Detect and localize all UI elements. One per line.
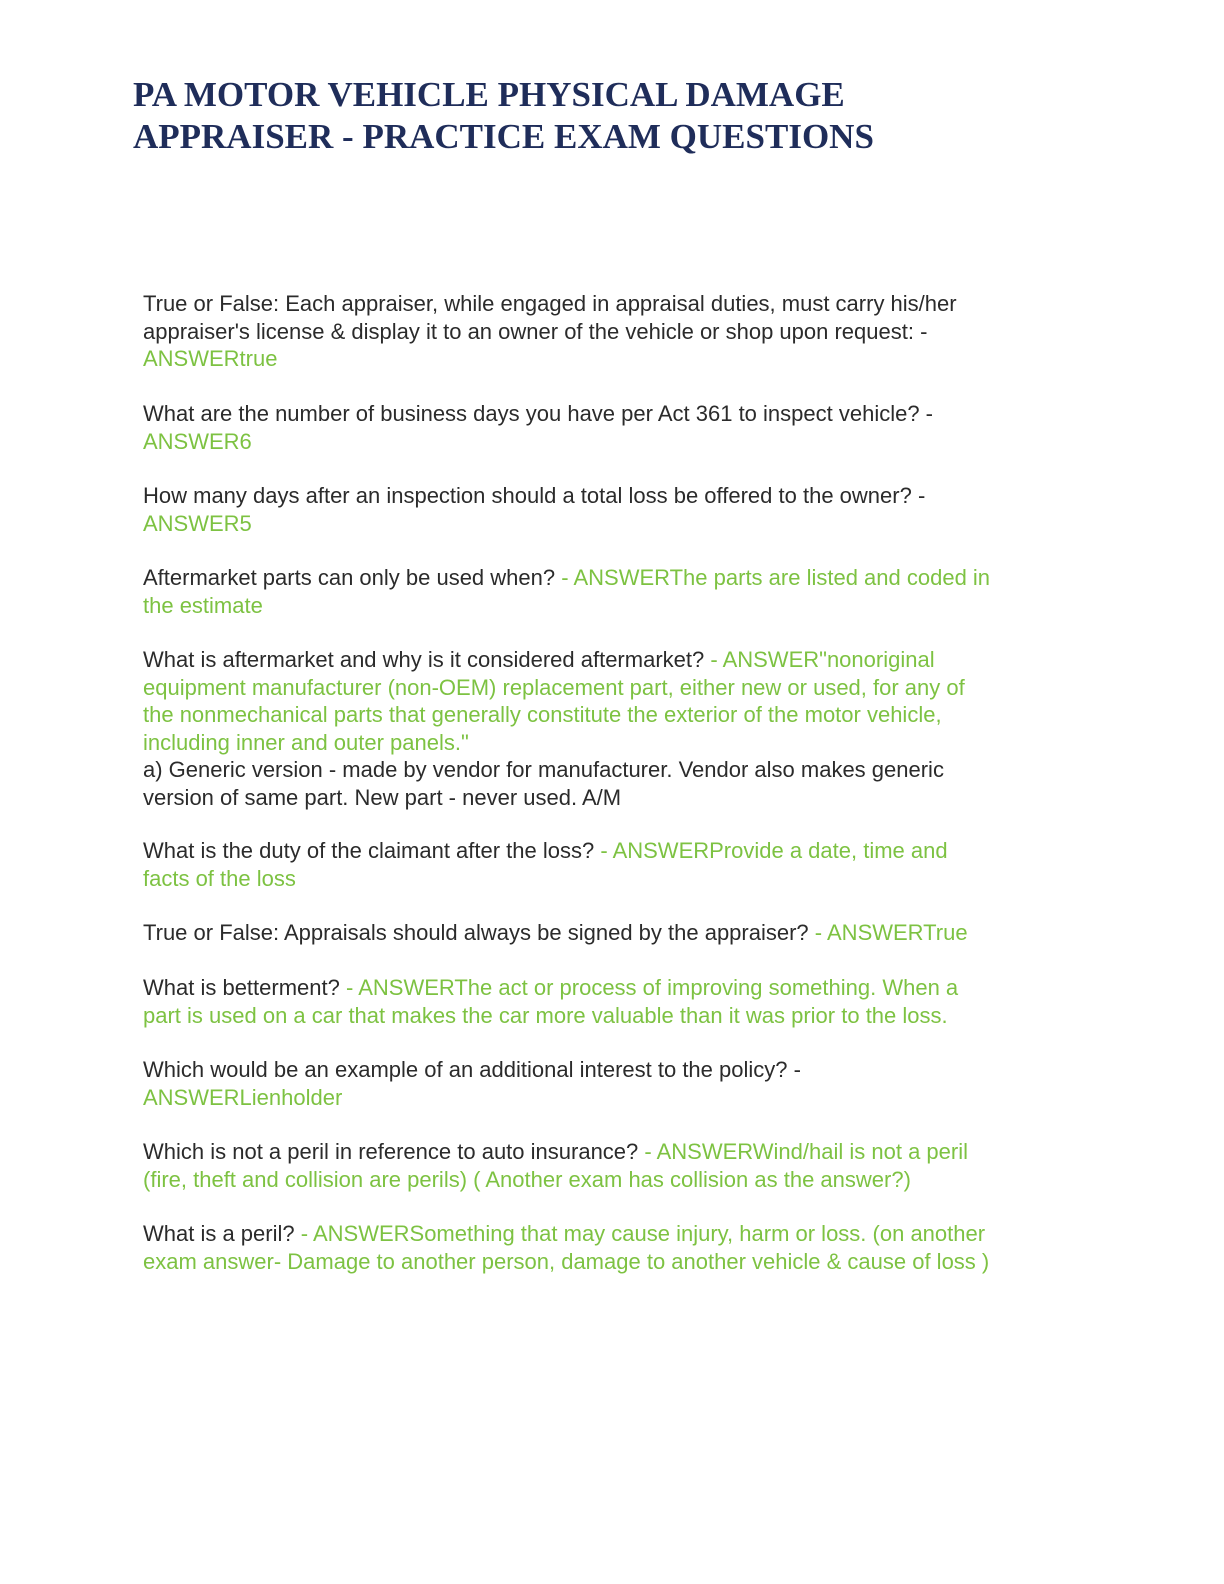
qa-item: [143, 1138, 1083, 1193]
qa-line: [143, 1138, 1083, 1166]
qa-item: [143, 564, 1083, 619]
qa-line: [143, 729, 1083, 757]
qa-item: [143, 290, 1083, 373]
answer-text: - ANSWERWind/hail is not a peril: [644, 1139, 968, 1164]
answer-text: - ANSWERThe parts are listed and coded in: [561, 565, 991, 590]
question-text: Which would be an example of an additional interest to the policy? -: [143, 1057, 801, 1082]
qa-line: [143, 646, 1083, 674]
qa-line: [143, 1248, 1083, 1276]
answer-text: - ANSWERProvide a date, time and: [600, 838, 948, 863]
qa-line: [143, 290, 1083, 318]
question-text: a) Generic version - made by vendor for manufacturer. Vendor also makes generic: [143, 757, 944, 782]
qa-item: [143, 1056, 1083, 1111]
answer-text: ANSWERtrue: [143, 346, 278, 371]
qa-line: [143, 919, 1083, 947]
qa-item: [143, 400, 1083, 455]
question-text: Aftermarket parts can only be used when?: [143, 565, 562, 590]
page-title-line-1: PA MOTOR VEHICLE PHYSICAL DAMAGE: [133, 75, 845, 114]
question-text: version of same part. New part - never used. A/M: [143, 784, 622, 810]
qa-line: [143, 1056, 1083, 1084]
answer-text: equipment manufacturer (non-OEM) replacement part, either new or used, for any of: [143, 674, 965, 700]
question-text: What is a peril?: [143, 1221, 301, 1246]
answer-text: - ANSWERSomething that may cause injury, harm or loss. (on another: [300, 1221, 986, 1246]
answer-text: facts of the loss: [143, 865, 296, 891]
answer-text: ANSWER5: [143, 510, 252, 536]
qa-line: [143, 1166, 1083, 1194]
qa-line: [143, 1220, 1083, 1248]
qa-line: [143, 784, 1083, 812]
qa-line: [143, 482, 1083, 510]
answer-text: (fire, theft and collision are perils) ( Another exam has collision as the answer?): [143, 1166, 911, 1192]
qa-line: [143, 510, 1083, 538]
answer-text: including inner and outer panels.": [143, 729, 469, 755]
qa-item: [143, 646, 1083, 811]
answer-text: - ANSWER"nonoriginal: [710, 647, 935, 672]
answer-text: part is used on a car that makes the car more valuable than it was prior to the loss.: [143, 1002, 948, 1028]
question-text: True or False: Appraisals should always be signed by the appraiser?: [143, 920, 815, 945]
answer-text: the estimate: [143, 592, 263, 618]
question-text: Which is not a peril in reference to auto insurance?: [143, 1139, 645, 1164]
question-text: True or False: Each appraiser, while engaged in appraisal duties, must carry his/her: [143, 291, 957, 316]
page-title: [133, 74, 1093, 158]
question-text: What is aftermarket and why is it considered aftermarket?: [143, 647, 711, 672]
qa-line: [143, 1002, 1083, 1030]
question-text: What is betterment?: [143, 975, 346, 1000]
question-text: appraiser's license & display it to an owner of the vehicle or shop upon request: -: [143, 318, 928, 344]
qa-item: [143, 482, 1083, 537]
question-text: What is the duty of the claimant after the loss?: [143, 838, 601, 863]
page-title-line-2: APPRAISER - PRACTICE EXAM QUESTIONS: [133, 117, 874, 156]
qa-line: [143, 756, 1083, 784]
qa-item: [143, 837, 1083, 892]
qa-line: [143, 1084, 1083, 1112]
qa-line: [143, 400, 1083, 428]
answer-text: ANSWERLienholder: [143, 1084, 343, 1110]
qa-line: [143, 428, 1083, 456]
question-text: How many days after an inspection should a total loss be offered to the owner? -: [143, 483, 926, 508]
question-text: What are the number of business days you have per Act 361 to inspect vehicle? -: [143, 401, 934, 426]
qa-line: [143, 865, 1083, 893]
qa-item: [143, 919, 1083, 947]
qa-line: [143, 701, 1083, 729]
qa-line: [143, 318, 1083, 346]
answer-text: the nonmechanical parts that generally constitute the exterior of the motor vehicle,: [143, 702, 942, 727]
qa-line: [143, 674, 1083, 702]
answer-text: exam answer- Damage to another person, damage to another vehicle & cause of loss ): [143, 1248, 990, 1274]
qa-line: [143, 592, 1083, 620]
qa-line: [143, 345, 1083, 373]
answer-text: ANSWER6: [143, 428, 252, 454]
qa-item: [143, 1220, 1083, 1275]
qa-line: [143, 564, 1083, 592]
qa-line: [143, 974, 1083, 1002]
qa-line: [143, 837, 1083, 865]
answer-text: - ANSWERThe act or process of improving something. When a: [345, 975, 959, 1000]
qa-item: [143, 974, 1083, 1029]
answer-text: - ANSWERTrue: [814, 920, 968, 945]
